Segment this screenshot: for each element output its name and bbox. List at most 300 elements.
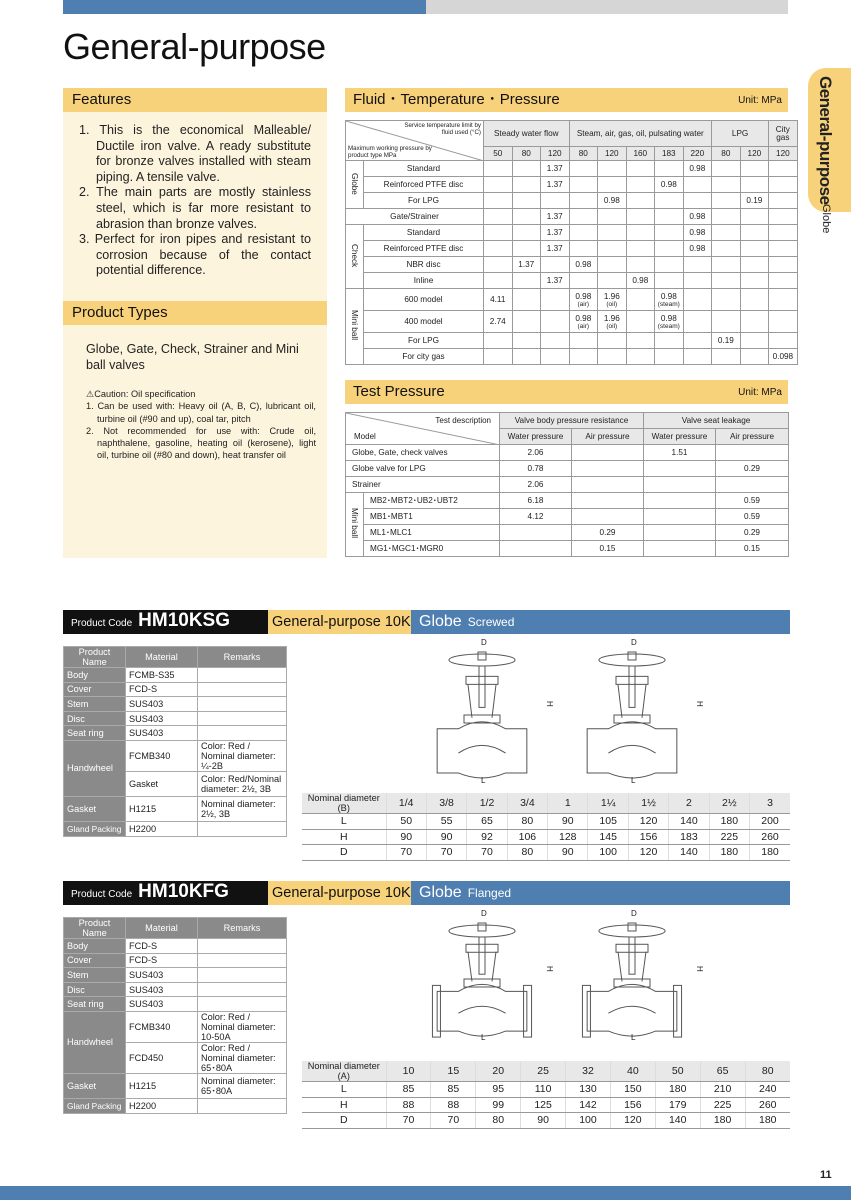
ftp-temp: 120 bbox=[740, 147, 769, 161]
ftp-cell bbox=[484, 225, 513, 241]
dim-h-label: H bbox=[545, 966, 554, 972]
tp-cell bbox=[572, 493, 644, 509]
ftp-cell bbox=[712, 193, 741, 209]
dimensions-table bbox=[302, 793, 790, 861]
ftp-cell: 1.37 bbox=[512, 257, 541, 273]
ftp-cell bbox=[683, 333, 712, 349]
tp-cat-miniball bbox=[346, 493, 364, 557]
dim-value: 70 bbox=[386, 1113, 431, 1129]
materials-row bbox=[64, 668, 287, 683]
ftp-cell bbox=[484, 209, 513, 225]
tp-row-label: MB1･MBT1 bbox=[364, 509, 500, 525]
cell-note: (oil) bbox=[606, 322, 618, 330]
dim-size: 2 bbox=[669, 793, 709, 814]
test-pressure-section bbox=[345, 380, 788, 557]
product-type-box bbox=[411, 610, 790, 634]
dim-value: 88 bbox=[431, 1097, 476, 1113]
ftp-cell bbox=[655, 349, 684, 365]
ftp-cell bbox=[569, 241, 598, 257]
materials-row bbox=[64, 740, 287, 771]
ftp-row bbox=[346, 289, 798, 311]
ftp-row-label: For LPG bbox=[364, 333, 484, 349]
dim-value: 128 bbox=[548, 829, 588, 845]
tp-cell bbox=[644, 525, 716, 541]
flanged-globe-valve-drawing bbox=[573, 917, 691, 1041]
part-name: Disc bbox=[64, 982, 126, 997]
dim-value: 180 bbox=[709, 814, 749, 830]
ftp-section bbox=[345, 88, 794, 365]
tp-corner bbox=[346, 413, 500, 445]
ftp-cell bbox=[512, 273, 541, 289]
tp-cell bbox=[716, 445, 789, 461]
product-header bbox=[63, 610, 790, 634]
tp-row-label: MG1･MGC1･MGR0 bbox=[364, 541, 500, 557]
dim-size: 1 bbox=[548, 793, 588, 814]
materials-row bbox=[64, 1098, 287, 1113]
ftp-cell bbox=[740, 241, 769, 257]
tp-corner-top: Test description bbox=[435, 416, 491, 425]
ftp-cell bbox=[712, 209, 741, 225]
dim-l-label: L bbox=[631, 776, 636, 785]
product-code-label: Product Code bbox=[71, 618, 133, 629]
ftp-cell bbox=[569, 333, 598, 349]
tp-cell: 6.18 bbox=[500, 493, 572, 509]
ftp-cat-check bbox=[346, 225, 364, 289]
dim-value: 140 bbox=[655, 1113, 700, 1129]
materials-header-cell: Remarks bbox=[198, 647, 287, 668]
ftp-cell: 0.98 bbox=[683, 209, 712, 225]
ftp-cell bbox=[626, 289, 655, 311]
ftp-row bbox=[346, 349, 798, 365]
screwed-globe-valve-drawing bbox=[573, 646, 691, 784]
ftp-temp: 80 bbox=[512, 147, 541, 161]
ftp-cell bbox=[569, 209, 598, 225]
ftp-cell: 0.98 bbox=[626, 273, 655, 289]
ftp-cell bbox=[740, 161, 769, 177]
feature-item: 3. Perfect for iron pipes and resistant to corrosion because of the contact potential difference. bbox=[79, 232, 311, 278]
ftp-cell bbox=[740, 257, 769, 273]
part-remarks bbox=[198, 939, 287, 954]
tp-cell bbox=[644, 493, 716, 509]
dim-row-h bbox=[302, 829, 790, 845]
test-pressure-table bbox=[345, 412, 789, 557]
dim-l-label: L bbox=[631, 1033, 636, 1042]
tp-row-label: Strainer bbox=[346, 477, 500, 493]
part-material: SUS403 bbox=[126, 697, 198, 712]
dim-value: 70 bbox=[431, 1113, 476, 1129]
product-series: General-purpose 10K bbox=[268, 881, 411, 905]
materials-row bbox=[64, 982, 287, 997]
product-type: Globe bbox=[419, 613, 462, 630]
product-section-hm10kfg bbox=[63, 881, 790, 1127]
ftp-cell: 0.98 bbox=[683, 225, 712, 241]
dim-value: 180 bbox=[709, 845, 749, 861]
ftp-cell bbox=[769, 289, 798, 311]
cell-note: (air) bbox=[577, 300, 590, 308]
product-subtype: Flanged bbox=[467, 886, 512, 900]
dim-value: 156 bbox=[628, 829, 668, 845]
tp-row-label: MB2･MBT2･UB2･UBT2 bbox=[364, 493, 500, 509]
ftp-row bbox=[346, 311, 798, 333]
dim-value: 92 bbox=[467, 829, 507, 845]
part-remarks bbox=[198, 968, 287, 983]
part-remarks: Color: Red / Nominal diameter: ¼-2B bbox=[198, 740, 287, 771]
test-pressure-unit: Unit: MPa bbox=[738, 387, 782, 398]
dim-value: 120 bbox=[610, 1113, 655, 1129]
materials-row bbox=[64, 1011, 287, 1042]
ftp-row-label: NBR disc bbox=[364, 257, 484, 273]
dim-value: 80 bbox=[507, 845, 547, 861]
ftp-cell bbox=[569, 225, 598, 241]
ftp-cell bbox=[626, 161, 655, 177]
dim-value: 99 bbox=[476, 1097, 521, 1113]
ftp-cell bbox=[655, 193, 684, 209]
ftp-cell bbox=[769, 273, 798, 289]
part-name: Gland Packing bbox=[64, 1098, 126, 1113]
ftp-cell bbox=[626, 311, 655, 333]
tp-row-label: ML1･MLC1 bbox=[364, 525, 500, 541]
ftp-cell bbox=[626, 177, 655, 193]
part-material: SUS403 bbox=[126, 997, 198, 1012]
materials-table bbox=[63, 646, 287, 837]
dim-value: 80 bbox=[476, 1113, 521, 1129]
dim-size: 1/2 bbox=[467, 793, 507, 814]
ftp-cell bbox=[626, 209, 655, 225]
ftp-temp: 80 bbox=[569, 147, 598, 161]
part-material: SUS403 bbox=[126, 982, 198, 997]
tp-row bbox=[346, 541, 789, 557]
ftp-cell bbox=[484, 349, 513, 365]
ftp-row bbox=[346, 193, 798, 209]
dim-value: 80 bbox=[507, 814, 547, 830]
ftp-row-label: Standard bbox=[364, 161, 484, 177]
caution-item: 2. Not recommended for use with: Crude oil, naphthalene, gasoline, heating oil (kerosene), light oil, turbine oil (#80 and down), heat transfer oil bbox=[86, 425, 316, 461]
ftp-cell: 4.11 bbox=[484, 289, 513, 311]
materials-header-cell: Material bbox=[126, 918, 198, 939]
part-remarks bbox=[198, 953, 287, 968]
ftp-cell bbox=[569, 349, 598, 365]
ftp-cell: 0.98 bbox=[655, 177, 684, 193]
dim-value: 70 bbox=[426, 845, 466, 861]
ftp-cell bbox=[740, 289, 769, 311]
ftp-cell bbox=[683, 177, 712, 193]
ftp-cell bbox=[769, 311, 798, 333]
ftp-cell: 0.98 bbox=[683, 241, 712, 257]
part-remarks bbox=[198, 982, 287, 997]
part-name: Gland Packing bbox=[64, 821, 126, 836]
product-code-box bbox=[63, 881, 268, 905]
ftp-unit: Unit: MPa bbox=[738, 95, 782, 106]
ftp-cell bbox=[541, 257, 570, 273]
ftp-temp: 120 bbox=[769, 147, 798, 161]
ftp-cell: 1.37 bbox=[541, 225, 570, 241]
tp-subcol: Air pressure bbox=[572, 429, 644, 445]
part-name: Seat ring bbox=[64, 997, 126, 1012]
ftp-cell bbox=[712, 177, 741, 193]
materials-row bbox=[64, 953, 287, 968]
dim-row-label: L bbox=[302, 814, 386, 830]
materials-row bbox=[64, 796, 287, 821]
dim-value: 90 bbox=[521, 1113, 566, 1129]
ftp-cell bbox=[740, 333, 769, 349]
ftp-cell bbox=[569, 161, 598, 177]
part-material: H1215 bbox=[126, 796, 198, 821]
side-tab-sub: Globe bbox=[820, 204, 832, 234]
dim-d-label: D bbox=[481, 909, 487, 918]
ftp-temp: 120 bbox=[598, 147, 627, 161]
ftp-cat-label: Globe bbox=[350, 172, 359, 195]
dim-d-label: D bbox=[631, 909, 637, 918]
part-name: Cover bbox=[64, 953, 126, 968]
part-name: Seat ring bbox=[64, 726, 126, 741]
cell-note: (steam) bbox=[657, 300, 680, 308]
dim-value: 260 bbox=[745, 1097, 790, 1113]
product-code: HM10KFG bbox=[138, 881, 229, 902]
ftp-cell bbox=[740, 225, 769, 241]
ftp-cell bbox=[712, 257, 741, 273]
ftp-cell bbox=[626, 333, 655, 349]
dim-size: 2½ bbox=[709, 793, 749, 814]
valve-drawing bbox=[573, 909, 703, 1045]
part-remarks: Nominal diameter: 2½, 3B bbox=[198, 796, 287, 821]
part-material: H1215 bbox=[126, 1073, 198, 1098]
ftp-cell bbox=[541, 333, 570, 349]
ftp-cell bbox=[769, 161, 798, 177]
ftp-cell bbox=[598, 273, 627, 289]
part-material: FCD-S bbox=[126, 953, 198, 968]
dim-h-label: H bbox=[545, 701, 554, 707]
part-material: SUS403 bbox=[126, 726, 198, 741]
part-material: H2200 bbox=[126, 821, 198, 836]
dim-size: 3/4 bbox=[507, 793, 547, 814]
tp-cell: 1.51 bbox=[644, 445, 716, 461]
part-material: Gasket bbox=[126, 771, 198, 796]
dim-value: 90 bbox=[548, 845, 588, 861]
cell-value: 0.98 bbox=[575, 291, 592, 301]
part-name: Gasket bbox=[64, 796, 126, 821]
tp-row bbox=[346, 493, 789, 509]
ftp-cell bbox=[655, 161, 684, 177]
dim-value: 55 bbox=[426, 814, 466, 830]
ftp-cell bbox=[683, 257, 712, 273]
part-remarks bbox=[198, 668, 287, 683]
dim-size: 40 bbox=[610, 1061, 655, 1082]
ftp-cell bbox=[484, 177, 513, 193]
dim-row-label: D bbox=[302, 1113, 386, 1129]
ftp-cell bbox=[598, 257, 627, 273]
ftp-cell bbox=[598, 225, 627, 241]
part-material: H2200 bbox=[126, 1098, 198, 1113]
product-header bbox=[63, 881, 790, 905]
ftp-cell bbox=[598, 333, 627, 349]
dim-header-row bbox=[302, 1061, 790, 1082]
product-code-label: Product Code bbox=[71, 889, 133, 900]
ftp-cell: 1.37 bbox=[541, 273, 570, 289]
ftp-cell bbox=[712, 289, 741, 311]
part-remarks bbox=[198, 821, 287, 836]
ftp-cat-miniball bbox=[346, 289, 364, 365]
dim-h-label: H bbox=[695, 701, 704, 707]
ftp-row-label: For city gas bbox=[364, 349, 484, 365]
product-type: Globe bbox=[419, 884, 462, 901]
dim-d-label: D bbox=[631, 638, 637, 647]
ftp-row-label: For LPG bbox=[364, 193, 484, 209]
ftp-cell: 1.37 bbox=[541, 209, 570, 225]
ftp-row-label: 400 model bbox=[364, 311, 484, 333]
dim-value: 70 bbox=[467, 845, 507, 861]
tp-corner-bottom: Model bbox=[354, 432, 376, 441]
materials-header-cell: Remarks bbox=[198, 918, 287, 939]
ftp-cell bbox=[769, 225, 798, 241]
dim-value: 130 bbox=[566, 1082, 611, 1098]
ftp-cell bbox=[683, 273, 712, 289]
dim-value: 210 bbox=[700, 1082, 745, 1098]
ftp-cell bbox=[541, 349, 570, 365]
tp-cell: 2.06 bbox=[500, 445, 572, 461]
ftp-cell bbox=[769, 209, 798, 225]
ftp-row-label: Standard bbox=[364, 225, 484, 241]
ftp-cell bbox=[484, 257, 513, 273]
dim-size: 3/8 bbox=[426, 793, 466, 814]
materials-row bbox=[64, 711, 287, 726]
dim-value: 120 bbox=[628, 845, 668, 861]
page-number: 11 bbox=[820, 1169, 832, 1181]
ftp-cell bbox=[484, 161, 513, 177]
dim-value: 90 bbox=[426, 829, 466, 845]
ftp-group: Steam, air, gas, oil, pulsating water bbox=[569, 121, 712, 147]
ftp-cell bbox=[740, 177, 769, 193]
ftp-heading bbox=[345, 88, 788, 112]
dim-row-l bbox=[302, 1082, 790, 1098]
ftp-cell: 0.098 bbox=[769, 349, 798, 365]
dim-size: 15 bbox=[431, 1061, 476, 1082]
ftp-cell bbox=[740, 311, 769, 333]
cell-value: 0.98 bbox=[660, 313, 677, 323]
tp-cell bbox=[572, 509, 644, 525]
ftp-row bbox=[346, 161, 798, 177]
ftp-cell bbox=[655, 333, 684, 349]
dim-value: 180 bbox=[750, 845, 790, 861]
dim-value: 95 bbox=[476, 1082, 521, 1098]
dim-l-label: L bbox=[481, 776, 486, 785]
dim-row-label: H bbox=[302, 829, 386, 845]
ftp-cell bbox=[626, 349, 655, 365]
top-bar-grey bbox=[426, 0, 788, 14]
ftp-cell bbox=[626, 225, 655, 241]
dim-value: 180 bbox=[745, 1113, 790, 1129]
tp-cell: 0.29 bbox=[572, 525, 644, 541]
dim-size: 3 bbox=[750, 793, 790, 814]
product-type-box bbox=[411, 881, 790, 905]
materials-table bbox=[63, 917, 287, 1114]
dim-value: 140 bbox=[669, 814, 709, 830]
features-list bbox=[79, 123, 311, 279]
ftp-cell bbox=[598, 209, 627, 225]
tp-row bbox=[346, 445, 789, 461]
tp-row bbox=[346, 525, 789, 541]
dim-value: 240 bbox=[745, 1082, 790, 1098]
materials-row bbox=[64, 682, 287, 697]
dim-label: Nominal diameter (A) bbox=[302, 1061, 386, 1082]
part-remarks bbox=[198, 711, 287, 726]
dim-h-label: H bbox=[695, 966, 704, 972]
tp-subcol: Water pressure bbox=[644, 429, 716, 445]
dim-size: 10 bbox=[386, 1061, 431, 1082]
ftp-corner bbox=[346, 121, 484, 161]
page-title: General-purpose bbox=[63, 26, 326, 67]
part-name: Handwheel bbox=[64, 740, 126, 796]
dim-value: 180 bbox=[700, 1113, 745, 1129]
ftp-cell bbox=[769, 193, 798, 209]
ftp-cell bbox=[512, 349, 541, 365]
dim-value: 140 bbox=[669, 845, 709, 861]
valve-drawing bbox=[423, 909, 553, 1045]
dim-size: 1½ bbox=[628, 793, 668, 814]
cell-note: (air) bbox=[577, 322, 590, 330]
dim-value: 90 bbox=[386, 829, 426, 845]
dim-size: 1/4 bbox=[386, 793, 426, 814]
ftp-cell bbox=[655, 225, 684, 241]
caution-item: 1. Can be used with: Heavy oil (A, B, C), lubricant oil, turbine oil (#90 and up), coal tar, pitch bbox=[86, 401, 316, 424]
ftp-cell bbox=[655, 209, 684, 225]
ftp-table bbox=[345, 120, 798, 365]
tp-cell: 0.15 bbox=[716, 541, 789, 557]
tp-subcol: Water pressure bbox=[500, 429, 572, 445]
ftp-cell bbox=[740, 349, 769, 365]
ftp-cell bbox=[683, 289, 712, 311]
ftp-row bbox=[346, 209, 798, 225]
ftp-cell bbox=[569, 311, 598, 333]
dim-value: 179 bbox=[655, 1097, 700, 1113]
part-material: FCD450 bbox=[126, 1042, 198, 1073]
ftp-cell bbox=[598, 289, 627, 311]
tp-row bbox=[346, 477, 789, 493]
drawings bbox=[423, 909, 723, 1059]
ftp-cell bbox=[712, 349, 741, 365]
dim-value: 125 bbox=[521, 1097, 566, 1113]
ftp-cell bbox=[598, 177, 627, 193]
dim-row-label: L bbox=[302, 1082, 386, 1098]
ftp-heading-text: Fluid・Temperature・Pressure bbox=[353, 91, 560, 108]
ftp-cell bbox=[769, 257, 798, 273]
dimensions-table bbox=[302, 1061, 790, 1129]
ftp-cell: 0.19 bbox=[712, 333, 741, 349]
ftp-cell: 0.98 bbox=[569, 257, 598, 273]
ftp-row-label: Reinforced PTFE disc bbox=[364, 241, 484, 257]
part-name: Body bbox=[64, 939, 126, 954]
cell-value: 1.96 bbox=[603, 313, 620, 323]
ftp-cell bbox=[769, 333, 798, 349]
dim-value: 105 bbox=[588, 814, 628, 830]
ftp-cell bbox=[683, 311, 712, 333]
ftp-row bbox=[346, 177, 798, 193]
dim-value: 100 bbox=[588, 845, 628, 861]
ftp-cell bbox=[655, 257, 684, 273]
product-subtype: Screwed bbox=[467, 615, 515, 629]
dim-value: 142 bbox=[566, 1097, 611, 1113]
ftp-cell bbox=[512, 161, 541, 177]
tp-row bbox=[346, 509, 789, 525]
tp-subcol: Air pressure bbox=[716, 429, 789, 445]
tp-cell bbox=[716, 477, 789, 493]
dim-value: 85 bbox=[431, 1082, 476, 1098]
ftp-cat-globe bbox=[346, 161, 364, 209]
tp-cell bbox=[644, 509, 716, 525]
ftp-cell: 1.37 bbox=[541, 177, 570, 193]
dim-d-label: D bbox=[481, 638, 487, 647]
materials-row bbox=[64, 697, 287, 712]
part-remarks: Color: Red / Nominal diameter: 65･80A bbox=[198, 1042, 287, 1073]
